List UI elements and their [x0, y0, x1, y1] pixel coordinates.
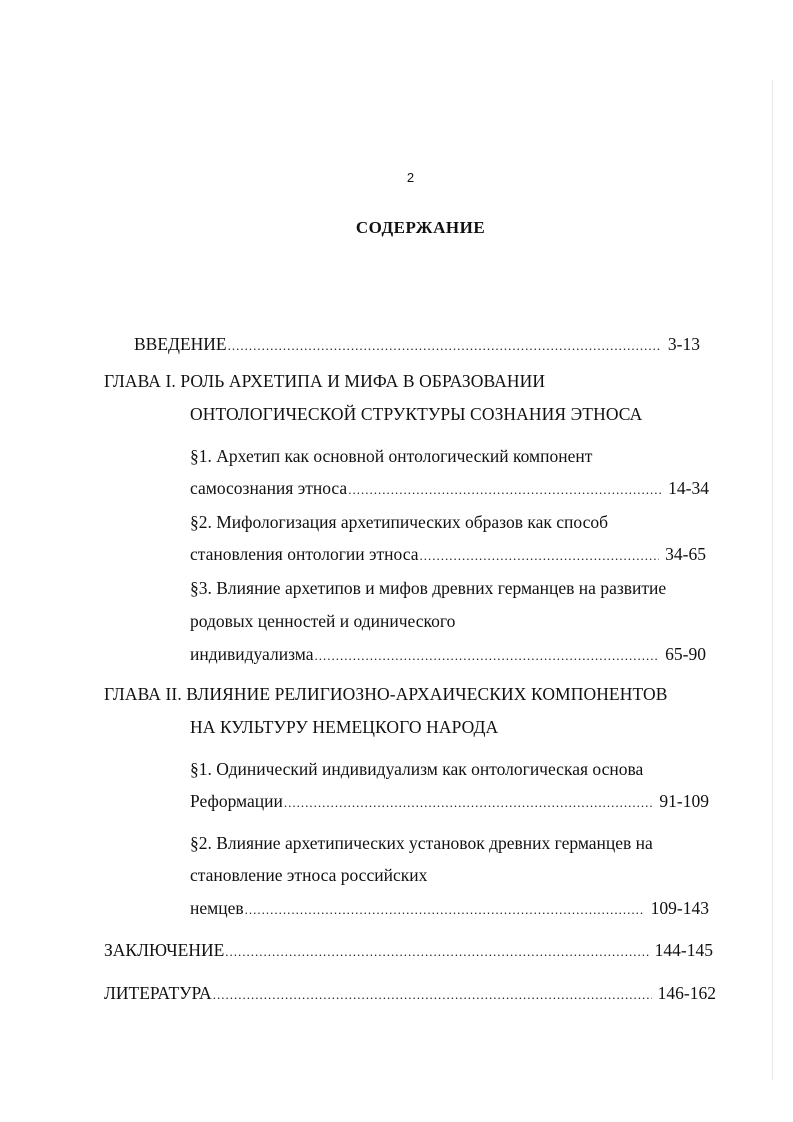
page-number: 2 — [406, 170, 415, 185]
toc-entry-conclusion[interactable] — [104, 939, 713, 963]
toc-entry-section-2-2[interactable] — [190, 897, 709, 921]
chapter-2-title-line-1[interactable]: ГЛАВА II. ВЛИЯНИЕ РЕЛИГИОЗНО-АРХАИЧЕСКИХ КОМПОНЕНТОВ — [104, 684, 668, 704]
chapter-1-title-line-1[interactable]: ГЛАВА I. РОЛЬ АРХЕТИПА И МИФА В ОБРАЗОВАНИИ — [104, 371, 546, 391]
dot-leader — [419, 545, 659, 567]
toc-label: ВВЕДЕНИЕ — [134, 334, 227, 354]
toc-pages: 109-143 — [650, 898, 709, 918]
toc-pages: 3-13 — [667, 334, 700, 354]
toc-label: ЗАКЛЮЧЕНИЕ — [104, 940, 225, 960]
toc-label: самосознания этноса — [190, 478, 348, 498]
dot-leader — [213, 984, 652, 1006]
toc-pages: 34-65 — [665, 544, 706, 564]
dot-leader — [228, 335, 662, 357]
section-1-2-title[interactable]: §2. Мифологизация архетипических образов как способ — [190, 512, 608, 532]
section-2-2-title-line-1[interactable]: §2. Влияние архетипических установок древних германцев на — [190, 833, 653, 853]
page-title: СОДЕРЖАНИЕ — [355, 218, 486, 237]
chapter-2-title-line-2[interactable]: НА КУЛЬТУРУ НЕМЕЦКОГО НАРОДА — [190, 717, 499, 737]
toc-pages: 144-145 — [654, 940, 713, 960]
toc-entry-intro[interactable] — [134, 333, 700, 357]
dot-leader — [284, 792, 654, 814]
dot-leader — [245, 899, 645, 921]
toc-label: становления онтологии этноса — [190, 544, 419, 564]
toc-pages: 65-90 — [665, 644, 706, 664]
toc-entry-section-2-1[interactable] — [190, 790, 709, 814]
chapter-1-title-line-2[interactable]: ОНТОЛОГИЧЕСКОЙ СТРУКТУРЫ СОЗНАНИЯ ЭТНОСА — [190, 404, 643, 424]
section-2-1-title[interactable]: §1. Одинический индивидуализм как онтологическая основа — [190, 759, 644, 779]
section-1-3-title-line-1[interactable]: §3. Влияние архетипов и мифов древних германцев на развитие — [190, 578, 667, 598]
section-1-1-title[interactable]: §1. Архетип как основной онтологический компонент — [190, 446, 593, 466]
dot-leader — [348, 479, 662, 501]
dot-leader — [225, 941, 648, 963]
toc-entry-section-1-3[interactable] — [190, 643, 706, 667]
dot-leader — [314, 645, 659, 667]
toc-pages: 14-34 — [668, 478, 709, 498]
toc-label: ЛИТЕРАТУРА — [104, 983, 212, 1003]
toc-entry-literature[interactable] — [104, 982, 716, 1006]
toc-label: немцев — [190, 898, 244, 918]
toc-entry-section-1-2[interactable] — [190, 543, 706, 567]
toc-pages: 91-109 — [659, 791, 709, 811]
toc-label: индивидуализма — [190, 644, 314, 664]
toc-pages: 146-162 — [657, 983, 716, 1003]
toc-entry-section-1-1[interactable] — [190, 477, 709, 501]
section-2-2-title-line-2[interactable]: становление этноса российских — [190, 865, 428, 885]
section-1-3-title-line-2[interactable]: родовых ценностей и одинического — [190, 611, 456, 631]
toc-label: Реформации — [190, 791, 283, 811]
